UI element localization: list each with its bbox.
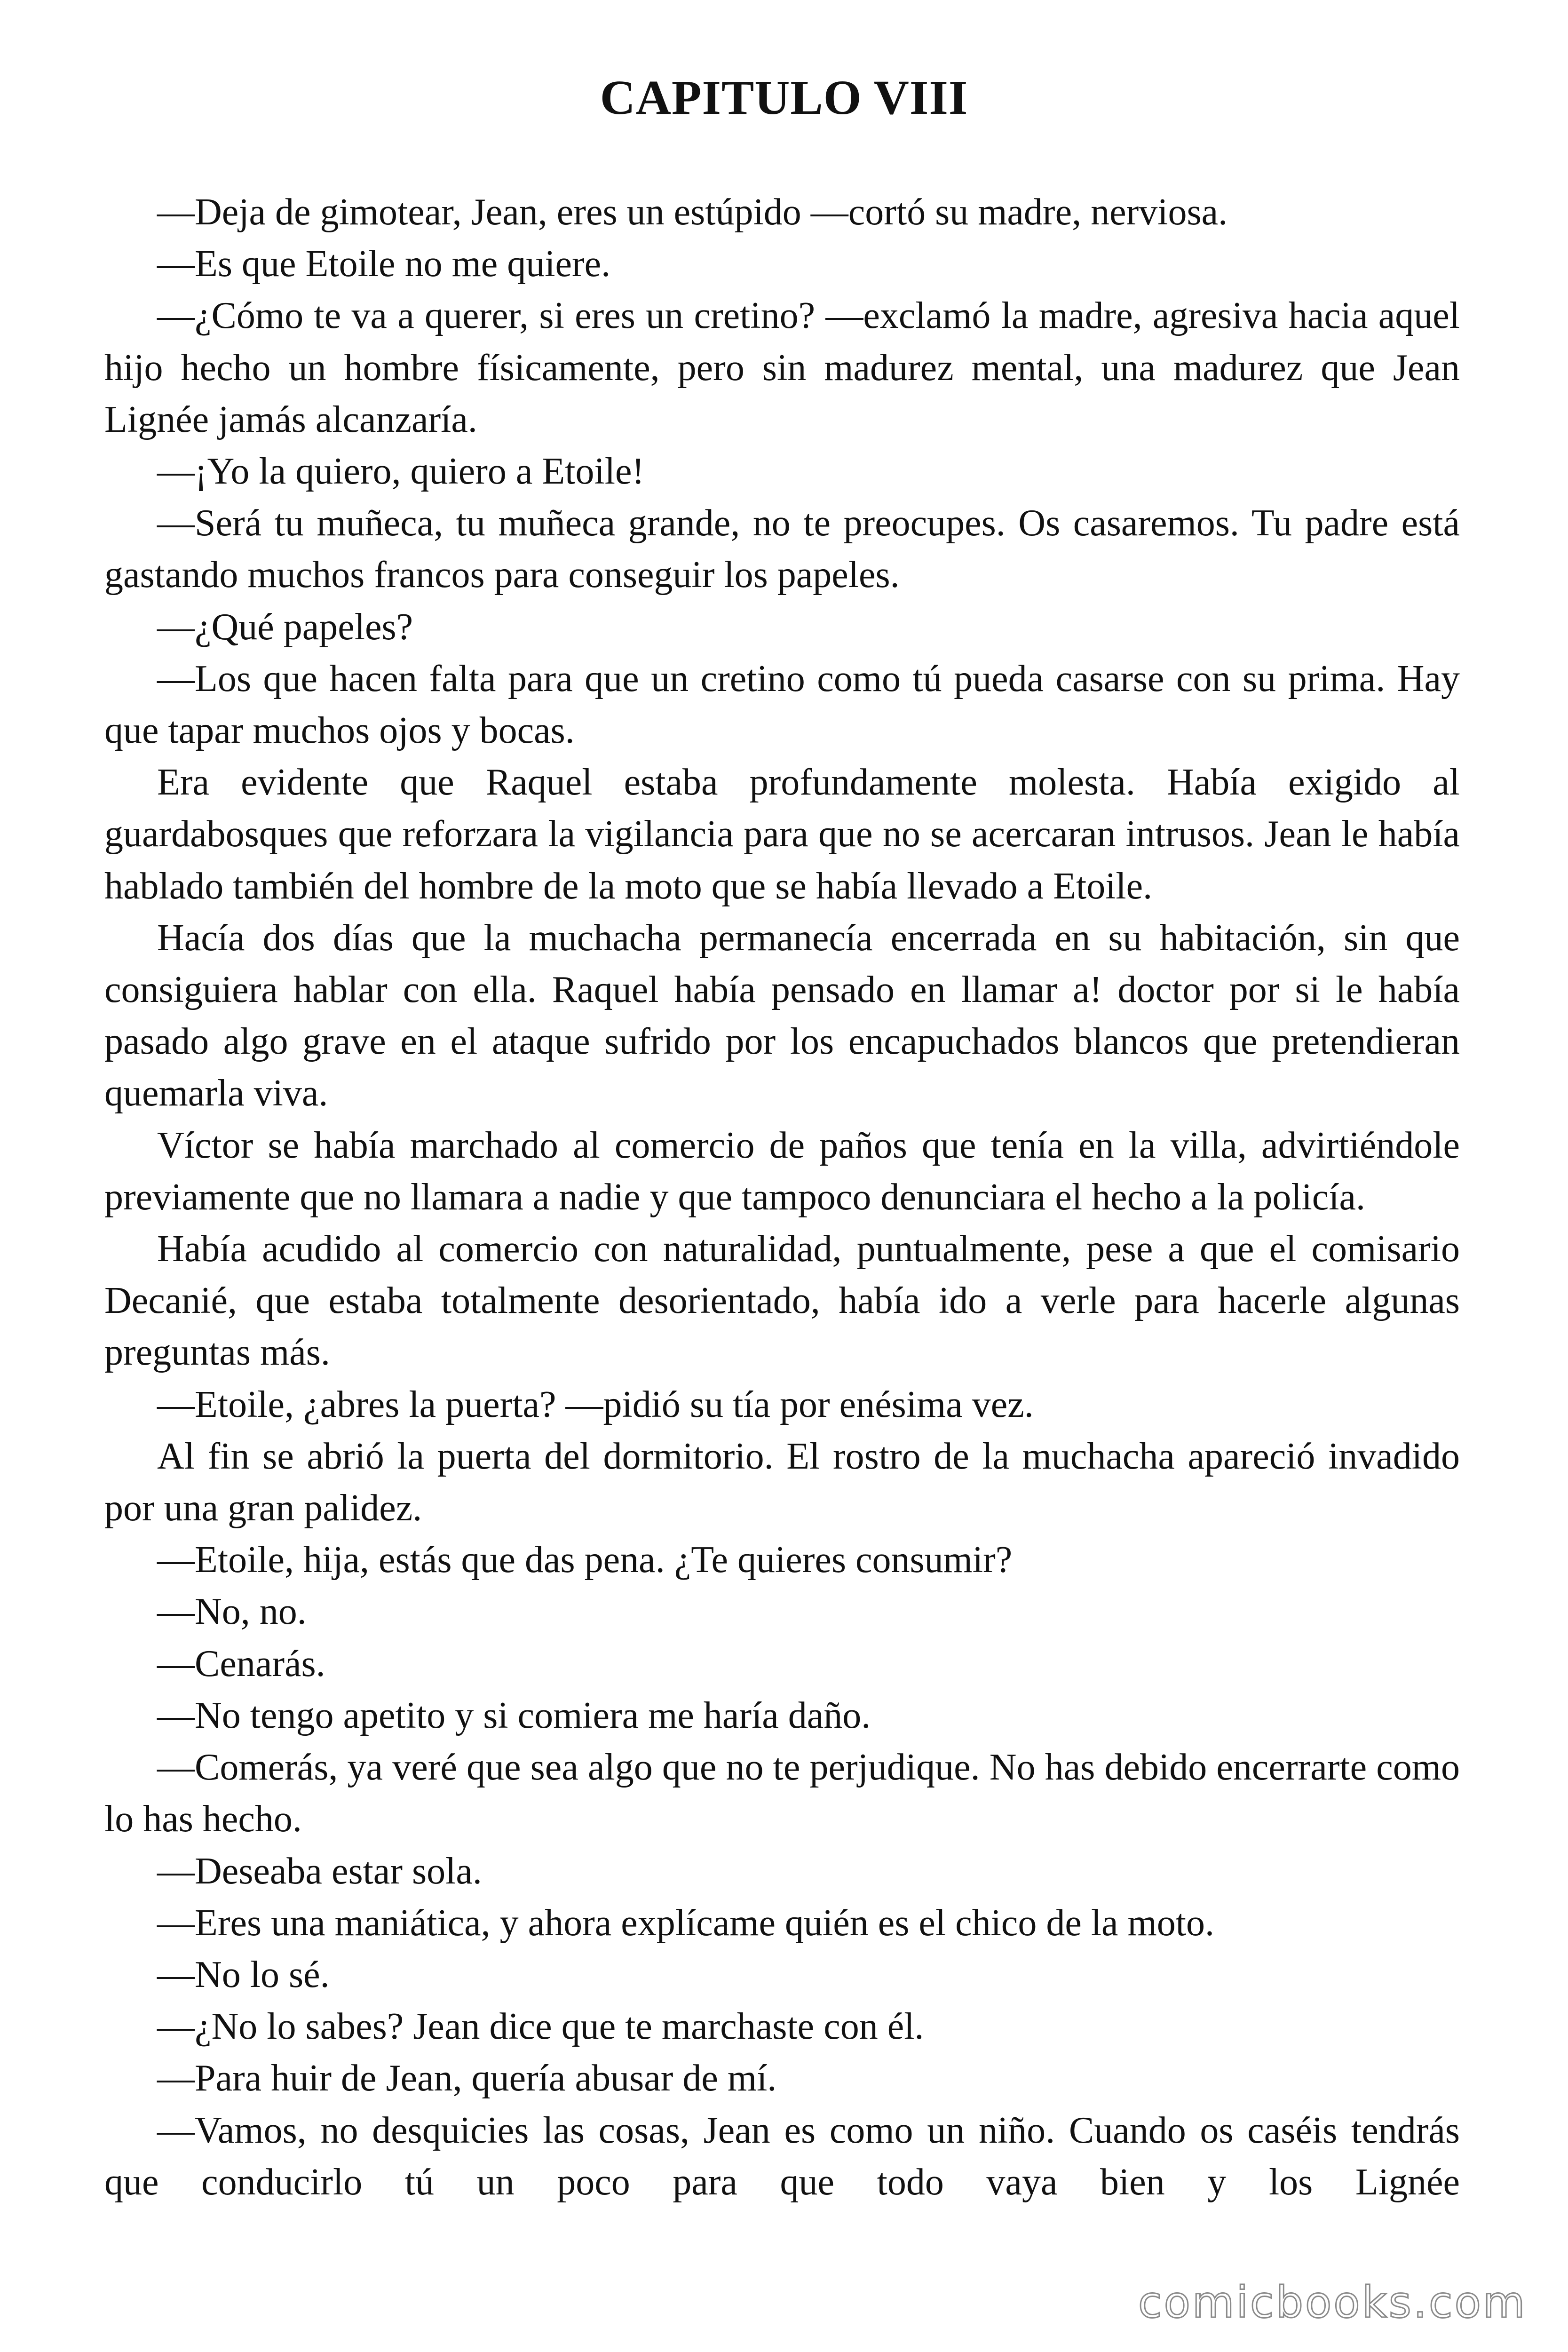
paragraph: —Deseaba estar sola. [157,1850,482,1892]
paragraph: Al fin se abrió la puerta del dormitorio. El rostro de la muchacha apareció invadido por una gran palidez. [104,1435,1460,1529]
chapter-body [104,186,1460,2208]
paragraph: —¡Yo la quiero, quiero a Etoile! [157,451,645,493]
watermark: comicbooks.com [1138,2277,1527,2328]
paragraph: —¿Qué papeles? [157,606,413,648]
chapter-title: CAPITULO VIII [600,71,968,125]
paragraph: —Etoile, hija, estás que das pena. ¿Te quieres consumir? [157,1539,1013,1581]
paragraph: —Comerás, ya veré que sea algo que no te perjudique. No has debido encerrarte como lo has hecho. [104,1747,1460,1840]
paragraph: —Para huir de Jean, quería abusar de mí. [157,2058,777,2099]
paragraph: Había acudido al comercio con naturalidad, puntualmente, pese a que el comisario Decanié, que estaba totalmente desorientado, había ido a verle para hacerle algunas preguntas más. [104,1228,1460,1374]
paragraph: —Cenarás. [157,1643,325,1685]
paragraph: Víctor se había marchado al comercio de paños que tenía en la villa, advirtiéndole previamente que no llamara a nadie y que tampoco denunciara el hecho a la policía. [104,1124,1460,1218]
paragraph: —No lo sé. [157,1954,330,1995]
paragraph: —Etoile, ¿abres la puerta? —pidió su tía por enésima vez. [157,1383,1034,1425]
paragraph: —¿No lo sabes? Jean dice que te marchaste con él. [157,2006,924,2048]
paragraph: —No tengo apetito y si comiera me haría daño. [157,1694,871,1736]
paragraph: —Será tu muñeca, tu muñeca grande, no te preocupes. Os casaremos. Tu padre está gastando muchos francos para conseguir los papeles. [104,502,1460,596]
paragraph: —Deja de gimotear, Jean, eres un estúpido —cortó su madre, nerviosa. [157,191,1228,233]
paragraph: —No, no. [157,1591,307,1633]
paragraph: —Eres una maniática, y ahora explícame quién es el chico de la moto. [157,1902,1215,1944]
paragraph: Era evidente que Raquel estaba profundamente molesta. Había exigido al guardabosques que reforzara la vigilancia para que no se acercaran intrusos. Jean le había hablado también del hombre de la moto que se había llevado a Etoile. [104,762,1460,907]
paragraph: —¿Cómo te va a querer, si eres un cretino? —exclamó la madre, agresiva hacia aquel hijo hecho un hombre físicamente, pero sin madurez mental, una madurez que Jean Lignée jamás alcanzaría. [104,295,1460,440]
paragraph: —Los que hacen falta para que un cretino como tú pueda casarse con su prima. Hay que tapar muchos ojos y bocas. [104,658,1460,752]
paragraph: —Vamos, no desquicies las cosas, Jean es como un niño. Cuando os caséis tendrás que conducirlo tú un poco para que todo vaya bien y los Lignée [104,2109,1460,2203]
paragraph: Hacía dos días que la muchacha permanecía encerrada en su habitación, sin que consiguiera hablar con ella. Raquel había pensado en llamar a! doctor por si le había pasado algo grave en el ataque sufrido por los encapuchados blancos que pretendieran quemarla viva. [104,917,1460,1114]
paragraph: —Es que Etoile no me quiere. [157,243,611,285]
